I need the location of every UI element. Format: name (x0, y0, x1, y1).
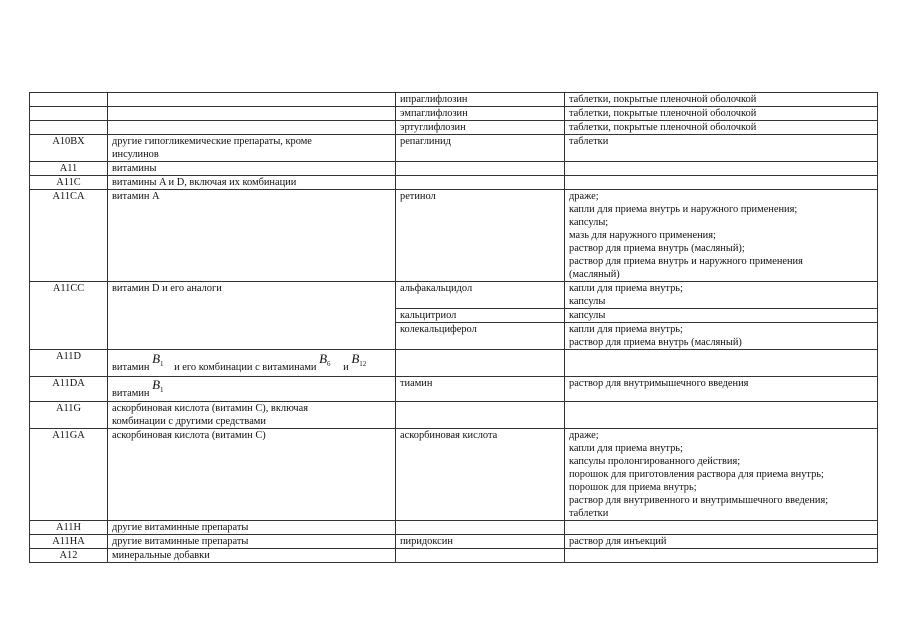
substance-cell: кальцитриол (396, 309, 565, 323)
atc-code-cell: A11H (30, 521, 108, 535)
atc-code-cell (30, 107, 108, 121)
substance-cell: пиридоксин (396, 535, 565, 549)
form-cell (565, 176, 878, 190)
group-cell: аскорбиновая кислота (витамин C), включая комбинации с другими средствами (108, 402, 396, 429)
form-cell (565, 350, 878, 377)
substance-cell: эртуглифлозин (396, 121, 565, 135)
atc-code-cell: A11CC (30, 282, 108, 350)
atc-code-cell: A11CA (30, 190, 108, 282)
form-cell: капли для приема внутрь; раствор для приема внутрь (масляный) (565, 323, 878, 350)
substance-cell (396, 350, 565, 377)
table-row (30, 93, 878, 107)
group-cell: витамин D и его аналоги (108, 282, 396, 350)
atc-code-cell: A11C (30, 176, 108, 190)
drug-table (29, 92, 878, 563)
group-cell: другие витаминные препараты (108, 535, 396, 549)
group-cell: другие гипогликемические препараты, кроме инсулинов (108, 135, 396, 162)
atc-code-cell (30, 93, 108, 107)
form-cell (565, 549, 878, 563)
substance-cell: аскорбиновая кислота (396, 429, 565, 521)
table-row (30, 402, 878, 429)
substance-cell: тиамин (396, 377, 565, 402)
form-cell (565, 162, 878, 176)
substance-cell (396, 402, 565, 429)
table-row (30, 429, 878, 521)
atc-code-cell: A11DA (30, 377, 108, 402)
group-cell: аскорбиновая кислота (витамин C) (108, 429, 396, 521)
substance-cell (396, 162, 565, 176)
substance-cell: колекальциферол (396, 323, 565, 350)
atc-code-cell: A12 (30, 549, 108, 563)
atc-code-cell: A11D (30, 350, 108, 377)
table-row (30, 135, 878, 162)
table-row (30, 377, 878, 402)
group-cell: витамины (108, 162, 396, 176)
atc-code-cell: A11GA (30, 429, 108, 521)
form-cell (565, 521, 878, 535)
table-row (30, 190, 878, 282)
group-cell (108, 350, 396, 377)
form-cell: капли для приема внутрь; капсулы (565, 282, 878, 309)
substance-cell: альфакальцидол (396, 282, 565, 309)
atc-code-cell: A10BX (30, 135, 108, 162)
vitamin-b1-label: витамин $B^1$ (112, 377, 164, 399)
table-row (30, 162, 878, 176)
table-row (30, 350, 878, 377)
form-cell: таблетки (565, 135, 878, 162)
atc-code-cell (30, 121, 108, 135)
form-cell: раствор для инъекций (565, 535, 878, 549)
group-cell: другие витаминные препараты (108, 521, 396, 535)
table-row (30, 176, 878, 190)
form-cell: раствор для внутримышечного введения (565, 377, 878, 402)
group-cell (108, 107, 396, 121)
form-cell (565, 402, 878, 429)
substance-cell: ретинол (396, 190, 565, 282)
form-cell: таблетки, покрытые пленочной оболочкой (565, 107, 878, 121)
atc-code-cell: A11HA (30, 535, 108, 549)
group-cell (108, 377, 396, 402)
table-row (30, 282, 878, 309)
form-cell: таблетки, покрытые пленочной оболочкой (565, 93, 878, 107)
group-cell (108, 121, 396, 135)
substance-cell: репаглинид (396, 135, 565, 162)
form-cell: капсулы (565, 309, 878, 323)
form-cell: драже; капли для приема внутрь; капсулы пролонгированного действия; порошок для приготовления раствора для приема внутрь; порошок для приема внутрь; раствор для внутривенного и внутримышечного введения; таблетки (565, 429, 878, 521)
group-cell: витамины A и D, включая их комбинации (108, 176, 396, 190)
atc-code-cell: A11G (30, 402, 108, 429)
form-cell: драже; капли для приема внутрь и наружного применения; капсулы; мазь для наружного применения; раствор для приема внутрь (масляный); раствор для приема внутрь и наружного применения (масляный) (565, 190, 878, 282)
substance-cell: ипраглифлозин (396, 93, 565, 107)
atc-code-cell: A11 (30, 162, 108, 176)
substance-cell: эмпаглифлозин (396, 107, 565, 121)
vitamin-b-combination-label: витамин $B^1$ и его комбинации с витаминами $B^6$ и $B^{12}$ (112, 351, 367, 373)
table-row (30, 535, 878, 549)
substance-cell (396, 549, 565, 563)
table-row (30, 521, 878, 535)
table-row (30, 121, 878, 135)
table-row (30, 107, 878, 121)
group-cell: минеральные добавки (108, 549, 396, 563)
group-cell (108, 93, 396, 107)
table-row (30, 549, 878, 563)
substance-cell (396, 521, 565, 535)
substance-cell (396, 176, 565, 190)
group-cell: витамин A (108, 190, 396, 282)
form-cell: таблетки, покрытые пленочной оболочкой (565, 121, 878, 135)
